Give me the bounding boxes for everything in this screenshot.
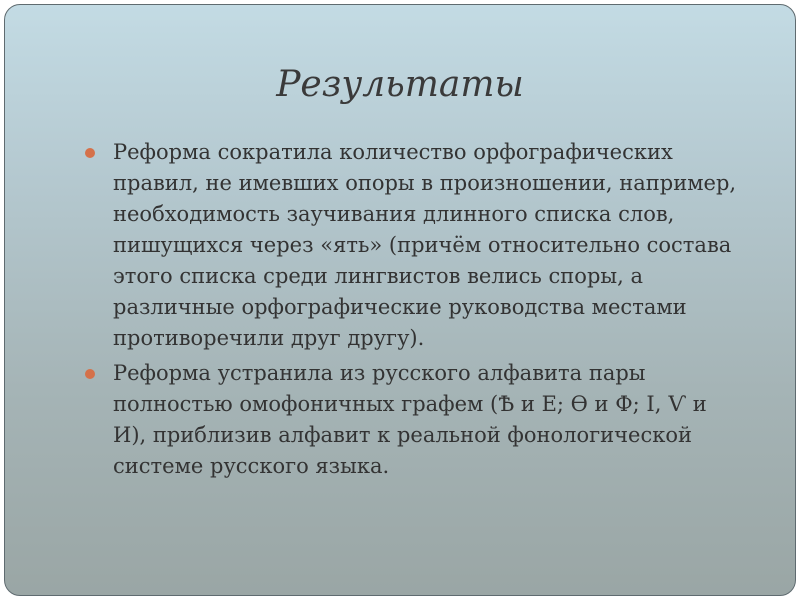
list-item [85,137,745,354]
slide-title: Результаты [276,64,524,105]
list-item [85,358,745,482]
bullet-list [85,137,745,486]
bullet-text: Реформа устранила из русского алфавита пары полностью омофоничных графем (Ѣ и Е; Ѳ и Ф; І, Ѵ и И), приблизив алфавит к реальной фонологической системе русского языка. [113,361,707,478]
bullet-dot-icon [85,148,95,158]
slide [4,4,796,596]
bullet-dot-icon [85,369,95,379]
bullet-text: Реформа сократила количество орфографических правил, не имевших опоры в произношении, например, необходимость заучивания длинного списка слов, пишущихся через «ять» (причём относительно состава этого списка среди лингвистов велись споры, а различные орфографические руководства местами противоречили друг другу). [113,140,737,350]
